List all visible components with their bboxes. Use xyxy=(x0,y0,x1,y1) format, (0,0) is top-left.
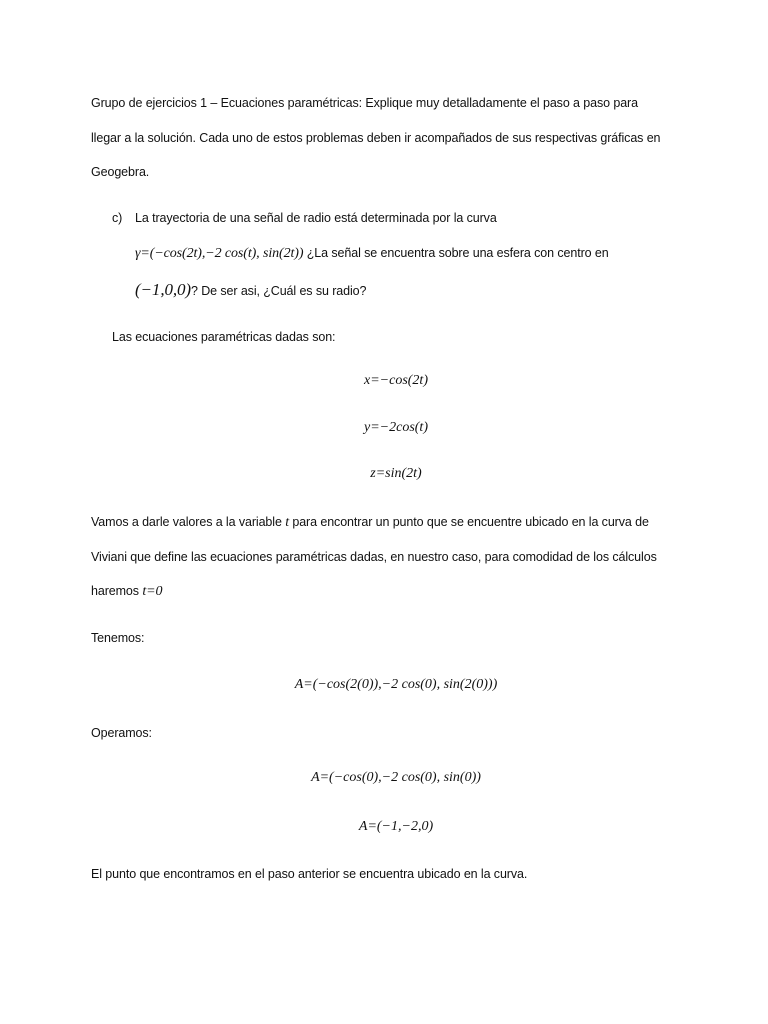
explain-line-3 xyxy=(91,583,162,600)
explain-line-1-b: para encontrar un punto que se encuentre ubicado en la curva de xyxy=(288,515,649,529)
problem-line-3 xyxy=(135,282,366,299)
equation-A-result: A=(−1,−2,0) xyxy=(358,819,434,834)
equation-x: x=−cos(2t) xyxy=(364,373,428,388)
operamos-label: Operamos: xyxy=(91,726,152,740)
problem-line-1: La trayectoria de una señal de radio está determinada por la curva xyxy=(135,211,497,225)
equation-z: z=sin(2t) xyxy=(370,466,422,481)
problem-marker: c) xyxy=(112,211,123,225)
explain-line-3-a: haremos xyxy=(91,584,143,598)
explain-line-1 xyxy=(91,514,649,531)
tenemos-label: Tenemos: xyxy=(91,631,145,645)
problem-line-3-text: ? De ser asi, ¿Cuál es su radio? xyxy=(191,284,367,298)
explain-line-2: Viviani que define las ecuaciones paramétricas dadas, en nuestro caso, para comodidad de los cálculos xyxy=(91,550,657,564)
problem-line-2-text: ¿La señal se encuentra sobre una esfera con centro en xyxy=(303,246,609,260)
t-equals-zero: t=0 xyxy=(142,584,163,599)
given-label: Las ecuaciones paramétricas dadas son: xyxy=(112,330,336,344)
curve-expression: γ=(−cos(2t),−2 cos(t), sin(2t)) xyxy=(135,246,304,261)
center-expression: (−1,0,0) xyxy=(135,280,191,299)
conclusion: El punto que encontramos en el paso anterior se encuentra ubicado en la curva. xyxy=(91,867,528,881)
equation-A-simplified: A=(−cos(0),−2 cos(0), sin(0)) xyxy=(311,770,481,785)
explain-line-1-a: Vamos a darle valores a la variable xyxy=(91,515,286,529)
problem-line-2 xyxy=(135,245,609,262)
equation-y: y=−2cos(t) xyxy=(364,420,428,435)
intro-line-3: Geogebra. xyxy=(91,165,150,179)
variable-t: t xyxy=(285,515,289,530)
equation-A-substituted: A=(−cos(2(0)),−2 cos(0), sin(2(0))) xyxy=(294,677,498,692)
intro-line-1: Grupo de ejercicios 1 – Ecuaciones paramétricas: Explique muy detalladamente el paso a paso para xyxy=(91,96,638,110)
intro-line-2: llegar a la solución. Cada uno de estos problemas deben ir acompañados de sus respectivas gráficas en xyxy=(91,131,661,145)
